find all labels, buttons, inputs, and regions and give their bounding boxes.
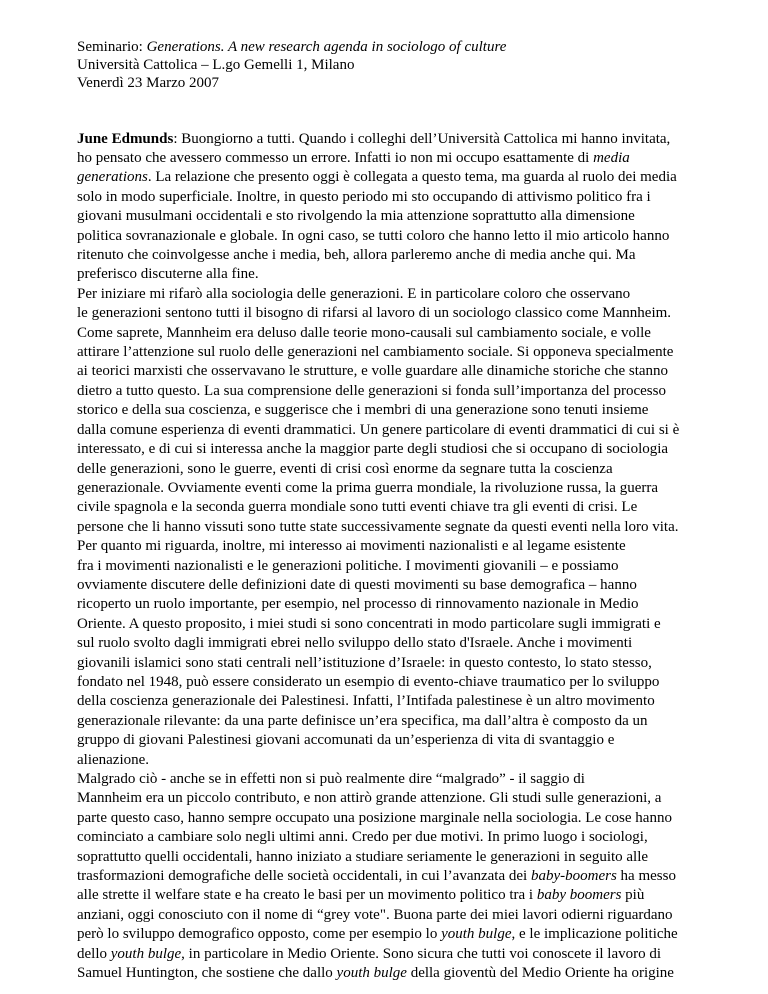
text-run: le generazioni sentono tutti il bisogno di rifarsi al lavoro di un sociologo classico come Mannheim.	[77, 305, 672, 322]
text-run: fondato nel 1948, può essere considerato un esempio di evento-chiave traumatico per lo sviluppo	[77, 673, 660, 690]
text-line	[77, 188, 699, 207]
text-line	[77, 906, 699, 925]
text-run: più	[621, 887, 645, 904]
text-line	[77, 130, 699, 149]
text-line	[77, 227, 699, 246]
seminar-prefix: Seminario:	[77, 39, 147, 55]
text-line	[77, 731, 699, 750]
text-line	[77, 207, 699, 226]
text-run: generazionale. Ovviamente eventi come la prima guerra mondiale, la rivoluzione russa, la guerra	[77, 479, 659, 496]
text-run: persone che li hanno vissuti sono tutte state successivamente segnate da questi eventi nella loro vita.	[77, 518, 679, 535]
text-run: . La relazione che presento oggi è collegata a questo tema, ma guarda al ruolo dei media	[147, 169, 677, 186]
text-line	[77, 964, 699, 983]
text-line	[77, 751, 699, 770]
text-line	[77, 673, 699, 692]
text-run: trasformazioni demografiche delle società occidentali, in cui l’avanzata dei	[77, 868, 531, 885]
text-run: parte questo caso, hanno sempre occupato una posizione marginale nella sociologia. Le cose hanno	[77, 809, 672, 826]
transcript-body	[77, 130, 699, 984]
text-line	[77, 479, 699, 498]
text-line	[77, 712, 699, 731]
text-run: solo in modo superficiale. Inoltre, in questo periodo mi sto occupando di attivismo politico fra i	[77, 188, 651, 205]
italic-term: youth bulge	[336, 965, 407, 982]
italic-term: baby-boomers	[530, 868, 617, 885]
text-run: , in particolare in Medio Oriente. Sono sicura che tutti voi conoscete il lavoro di	[181, 945, 662, 962]
text-run: ovviamente discutere delle definizioni date di questi movimenti su base demografica – hanno	[77, 576, 637, 593]
document-page	[77, 38, 699, 983]
text-run: dietro a tutto questo. La sua comprensione delle generazioni si fonda sull’importanza del processo	[77, 382, 666, 399]
text-line	[77, 304, 699, 323]
text-run: cominciato a cambiare solo negli ultimi anni. Credo per due motivi. In primo luogo i sociologi,	[77, 829, 648, 846]
text-line	[77, 285, 699, 304]
text-line	[77, 362, 699, 381]
text-line	[77, 770, 699, 789]
venue-line: Università Cattolica – L.go Gemelli 1, Milano	[77, 57, 355, 74]
text-run: politica sovranazionale e globale. In ogni caso, se tutti coloro che hanno letto il mio articolo hanno	[77, 227, 670, 244]
text-run: ritenuto che coinvolgesse anche i media, beh, allora parleremo anche di media anche qui. Ma	[77, 247, 636, 264]
text-run: storico e della sua coscienza, e suggerisce che i membri di una generazione sono tenuti insieme	[77, 402, 649, 419]
text-run: Mannheim era un piccolo contributo, e non attirò grande attenzione. Gli studi sulle generazioni, a	[77, 790, 662, 807]
text-run: ricoperto un ruolo importante, per esempio, nel processo di rinnovamento nazionale in Medio	[77, 596, 639, 613]
paragraph	[77, 770, 699, 983]
speaker-name: June Edmunds	[77, 130, 174, 147]
text-line	[77, 149, 699, 168]
text-run: Oriente. A questo proposito, i miei studi si sono concentrati in modo particolare sugli immigrati e	[77, 615, 661, 632]
text-run: , e le implicazione politiche	[511, 926, 678, 943]
text-line	[77, 440, 699, 459]
text-line	[77, 595, 699, 614]
text-line	[77, 576, 699, 595]
text-run: gruppo di giovani Palestinesi giovani accomunati da un’esperienza di vita di svantaggio e	[77, 732, 615, 749]
text-run: Malgrado ciò - anche se in effetti non si può realmente dire “malgrado” - il saggio di	[77, 771, 585, 788]
text-line	[77, 828, 699, 847]
text-run: ho pensato che avessero commesso un errore. Infatti io non mi occupo esattamente di	[77, 150, 594, 167]
text-run: dalla comune esperienza di eventi drammatici. Un genere particolare di eventi drammatici di cui si è	[77, 421, 680, 438]
text-line	[77, 692, 699, 711]
text-line	[77, 634, 699, 653]
text-line	[77, 324, 699, 343]
text-line	[77, 168, 699, 187]
document-header	[77, 38, 699, 93]
text-line	[77, 886, 699, 905]
text-line	[77, 246, 699, 265]
text-line	[77, 809, 699, 828]
seminar-title-line	[77, 38, 699, 56]
text-run: però lo sviluppo demografico opposto, come per esempio lo	[77, 926, 442, 943]
italic-term: media	[593, 150, 630, 167]
italic-term: baby boomers	[536, 887, 622, 904]
text-run: della gioventù del Medio Oriente ha origine	[406, 965, 674, 982]
text-run: Come saprete, Mannheim era deluso dalle teorie mono-causali sul cambiamento sociale, e volle	[77, 324, 651, 341]
text-line	[77, 265, 699, 284]
text-line	[77, 537, 699, 556]
text-run: soprattutto quelli occidentali, hanno iniziato a studiare seriamente le generazioni in seguito alle	[77, 848, 649, 865]
text-run: alle strette il welfare state e ha creato le basi per un movimento politico tra i	[77, 887, 537, 904]
text-run: Per quanto mi riguarda, inoltre, mi interesso ai movimenti nazionalisti e al legame esistente	[77, 538, 626, 555]
paragraph	[77, 285, 699, 537]
text-line	[77, 382, 699, 401]
text-line	[77, 343, 699, 362]
text-line	[77, 789, 699, 808]
text-run: interessato, e di cui si interessa anche la maggior parte degli studiosi che si occupano di sociologia	[77, 441, 669, 458]
text-run: giovani musulmani occidentali e sto rivolgendo la mia attenzione soprattutto alla dimensione	[77, 208, 635, 225]
text-run: delle generazioni, sono le guerre, eventi di crisi così enorme da segnare tutta la coscienza	[77, 460, 613, 477]
text-run: anziani, oggi conosciuto con il nome di “grey vote". Buona parte dei miei lavori odierni riguardano	[77, 906, 673, 923]
text-run: : Buongiorno a tutti. Quando i colleghi dell’Università Cattolica mi hanno invitata,	[173, 130, 671, 147]
text-run: attirare l’attenzione sul ruolo delle generazioni nel cambiamento sociale. Si opponeva specialmente	[77, 344, 674, 361]
text-run: della coscienza generazionale dei Palestinesi. Infatti, l’Intifada palestinese è un altro movimento	[77, 693, 655, 710]
text-line	[77, 557, 699, 576]
text-line	[77, 925, 699, 944]
text-run: sul ruolo svolto dagli immigrati ebrei nello sviluppo dello stato d'Israele. Anche i movimenti	[77, 635, 633, 652]
text-run: fra i movimenti nazionalisti e le generazioni politiche. I movimenti giovanili – e possiamo	[77, 557, 619, 574]
text-line	[77, 498, 699, 517]
paragraph	[77, 537, 699, 770]
text-line	[77, 615, 699, 634]
seminar-title: Generations. A new research agenda in sociologo of culture	[146, 39, 507, 55]
text-run: dello	[77, 945, 111, 962]
text-line	[77, 421, 699, 440]
text-run: ha messo	[616, 868, 676, 885]
text-run: alienazione.	[77, 751, 150, 768]
text-run: preferisco discuterne alla fine.	[77, 266, 259, 283]
text-line	[77, 401, 699, 420]
text-run: Per iniziare mi rifarò alla sociologia delle generazioni. E in particolare coloro che osservano	[77, 285, 631, 302]
text-run: giovanili islamici sono stati centrali nell’istituzione d’Israele: in questo contesto, lo stato stesso,	[77, 654, 652, 671]
text-run: generazionale rilevante: da una parte definisce un’era specifica, ma dall’altra è composto da un	[77, 712, 648, 729]
date-line: Venerdì 23 Marzo 2007	[77, 75, 220, 92]
text-line	[77, 945, 699, 964]
text-line	[77, 654, 699, 673]
text-line	[77, 867, 699, 886]
paragraph	[77, 130, 699, 285]
italic-term: youth bulge	[441, 926, 512, 943]
text-line	[77, 518, 699, 537]
italic-term: youth bulge	[110, 945, 182, 962]
text-run: civile spagnola e la seconda guerra mondiale sono tutti eventi chiave tra gli eventi di crisi. Le	[77, 499, 638, 516]
italic-term: generations	[77, 169, 148, 186]
text-run: Samuel Huntington, che sostiene che dallo	[77, 965, 337, 982]
text-line	[77, 848, 699, 867]
text-run: ai teorici marxisti che osservavano le strutture, e volle guardare alle dinamiche storiche che stanno	[77, 363, 669, 380]
text-line	[77, 460, 699, 479]
